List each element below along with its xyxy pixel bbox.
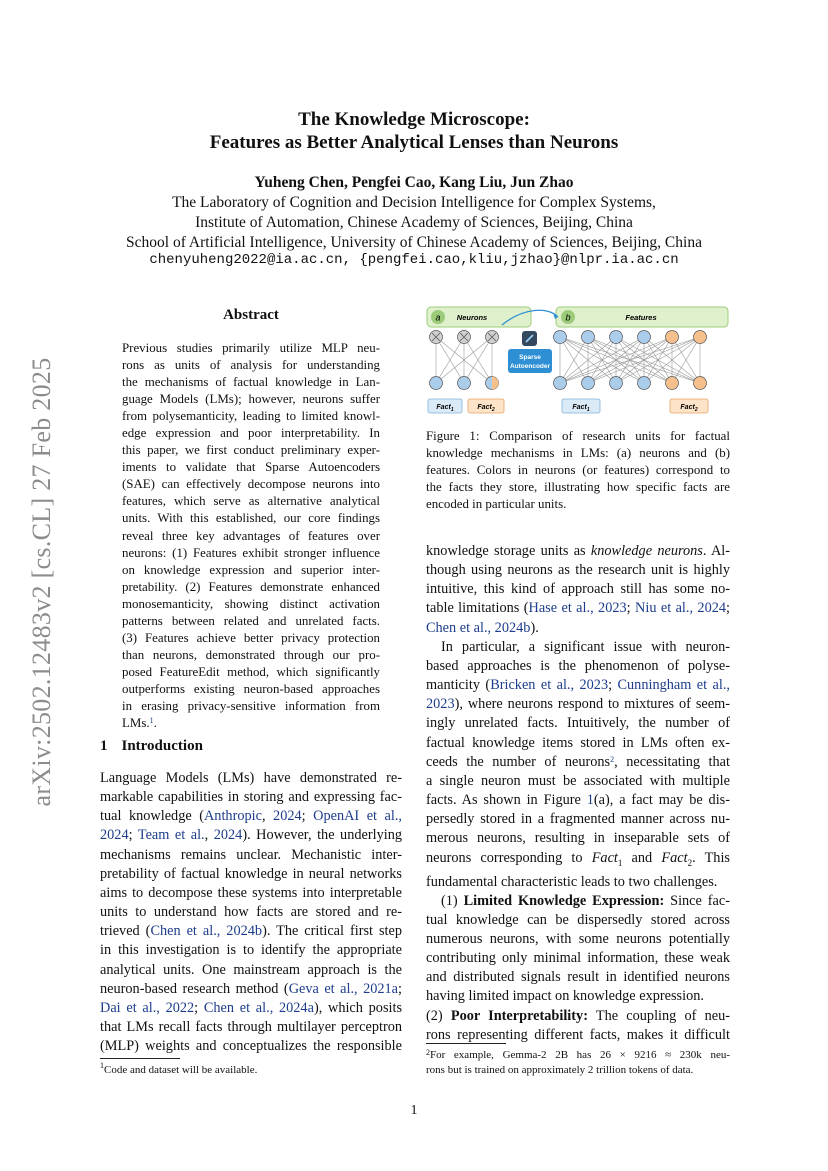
text-line: having limited impact on knowledge expression.: [426, 988, 704, 1005]
feature-node-top: [638, 331, 651, 344]
label-b: b: [565, 312, 571, 323]
abstract-line: pretability. (2) Features demonstrate enhanced: [122, 579, 380, 594]
text-line: [426, 542, 730, 561]
section-number: 1: [100, 738, 108, 754]
feature-node-bottom: [554, 377, 567, 390]
text-line: merous neurons, resulting in inseparable sets of: [426, 830, 730, 847]
text-line: a single neuron must be associated with multiple: [426, 772, 730, 789]
abstract-line: the mechanisms of factual knowledge in Lan-: [122, 375, 380, 390]
text-line: ingly unrelated facts. Intuitively, the number of: [426, 715, 730, 732]
right-column-text: [426, 542, 730, 1045]
abstract-line: posed FeatureEdit method, which significantly: [122, 664, 380, 679]
footnote-text: For example, Gemma-2 2B has 26 × 9216 ≈ 230k neu-: [430, 1049, 730, 1061]
abstract-line: outperforms existing neuron-based approaches: [122, 681, 380, 696]
text-line: pretability of factual knowledge in neural networks: [100, 865, 402, 882]
caption-line: encoded in particular units.: [426, 497, 567, 512]
bold-term: Limited Knowledge Expression:: [463, 892, 665, 909]
title-line-1: The Knowledge Microscope:: [298, 109, 530, 130]
text-span: knowledge storage units as: [426, 543, 591, 559]
text-span: trieved (: [100, 923, 151, 940]
text-line: factual knowledge items stored in LMs often ex-: [426, 734, 730, 751]
text-span: Since fac-: [664, 892, 731, 909]
sae-label-line2: Autoencoder: [509, 363, 551, 370]
caption-line: features. Colors in neurons (or features) correspond to: [426, 463, 730, 478]
citation-link[interactable]: Team et al.: [137, 827, 205, 844]
footnote-text: rons but is trained on approximately 2 trillion tokens of data.: [426, 1064, 694, 1076]
text-span: ).: [530, 619, 539, 636]
page-number: 1: [410, 1103, 418, 1118]
fact-text: Fact: [477, 404, 492, 411]
text-span: , necessitating that: [614, 753, 730, 770]
text-span: The coupling of neu-: [587, 1007, 730, 1024]
text-line: intuitive, this kind of approach still has some no-: [426, 581, 730, 598]
abstract-line: (3) Features achieve better privacy protection: [122, 630, 380, 645]
footnote-mark: 1: [100, 1061, 104, 1070]
author-email: chenyuheng2022@ia.ac.cn, {pengfei.cao,kliu,jzhao}@nlpr.ia.ac.cn: [149, 252, 679, 268]
text-span: ;: [398, 980, 402, 997]
text-span: ;: [608, 677, 618, 694]
abstract-last-text: LMs.: [122, 716, 150, 731]
text-line: mechanisms remains unclear. Mechanistic inter-: [100, 846, 402, 863]
citation-link[interactable]: Chen et al., 2024a: [203, 999, 314, 1016]
text-line: [100, 922, 402, 941]
text-span: and: [622, 849, 662, 866]
text-span: . This: [692, 849, 730, 866]
text-span: neuron-based research method (: [100, 980, 289, 997]
sae-label-line1: Sparse: [519, 354, 541, 361]
abstract-line: in erasing privacy-sensitive information from: [122, 698, 380, 713]
feature-node-bottom: [666, 377, 679, 390]
text-line: [100, 826, 402, 845]
text-line: analytical units. One mainstream approach is the: [100, 961, 402, 978]
text-line: in this investigation is to identify the appropriate: [100, 942, 402, 959]
citation-link[interactable]: 2024: [213, 827, 243, 844]
citation-link[interactable]: Chen et al., 2024b: [426, 619, 531, 636]
neuron-node-top: [458, 331, 471, 344]
abstract-line: features, which serve as alternative analytical: [122, 494, 380, 509]
figure-1: [424, 305, 732, 415]
feature-node-top: [582, 331, 595, 344]
text-line: [100, 980, 402, 999]
citation-link[interactable]: OpenAI et al.,: [313, 808, 403, 825]
text-line: contributing only minimal information, these weak: [426, 950, 730, 967]
text-line: [100, 999, 402, 1018]
text-line: aims to decompose these systems into interpretable: [100, 884, 402, 901]
text-line: [426, 619, 730, 638]
text-span: tual knowledge (: [100, 808, 204, 825]
citation-link[interactable]: Niu et al., 2024: [635, 600, 727, 617]
text-span: neurons corresponding to: [426, 849, 592, 866]
footnote-rule: [426, 1043, 506, 1044]
text-line: based approaches is the phenomenon of polyse-: [426, 657, 730, 674]
title-line-2: Features as Better Analytical Lenses than Neurons: [209, 132, 619, 153]
math-fact: Fact: [661, 849, 688, 866]
text-line: [426, 753, 730, 772]
text-span: ), where neurons respond to mixtures of seem-: [454, 696, 730, 713]
footnote-text: Code and dataset will be available.: [104, 1064, 258, 1076]
caption-line: Figure 1: Comparison of research units for factual: [426, 429, 730, 443]
footnote-mark: 2: [426, 1048, 430, 1057]
abstract-line: (SAE) can effectively decompose neurons into: [122, 477, 380, 492]
abstract-line: Previous studies primarily utilize MLP neu-: [122, 341, 380, 355]
text-line: [426, 599, 730, 618]
footnote-1-ref[interactable]: 1: [149, 716, 154, 726]
citation-link[interactable]: 2024: [100, 827, 129, 844]
citation-link[interactable]: Cunningham et al.,: [617, 677, 730, 694]
text-span: (a), a fact may be dis-: [593, 792, 730, 809]
text-span: ), which posits: [313, 999, 403, 1016]
text-span: ceeds the number of neurons: [426, 753, 611, 770]
text-span: ;: [194, 999, 204, 1016]
text-span: facts. As shown in Figure: [426, 792, 587, 809]
fact-text: Fact: [680, 404, 695, 411]
neuron-node-top: [486, 331, 499, 344]
caption-line: knowledge mechanisms in LMs: (a) neurons and (b): [426, 446, 730, 461]
abstract-line: patterns between related and unrelated facts.: [122, 613, 380, 628]
text-span: (2): [426, 1007, 451, 1024]
text-span: ;: [128, 827, 138, 844]
affiliation-1: The Laboratory of Cognition and Decision Intelligence for Complex Systems,: [172, 194, 656, 211]
abstract-line: from polysemanticity, leading to limited knowl-: [122, 409, 380, 424]
fact-sub: 1: [450, 407, 454, 413]
text-line: fundamental characteristic leads to two challenges.: [426, 873, 718, 890]
figure-1-caption: [426, 428, 730, 513]
text-line: units to understand how facts are stored and re-: [100, 904, 402, 921]
abstract-line: rons as units of analysis for understanding: [122, 358, 380, 373]
citation-link[interactable]: Dai et al., 2022: [100, 999, 195, 1016]
text-span: ). The critical first step: [262, 923, 402, 940]
text-line: [426, 791, 730, 810]
text-span: ). However, the underlying: [242, 827, 402, 844]
text-span: ,: [204, 827, 214, 844]
feature-node-bottom: [582, 377, 595, 390]
feature-node-bottom: [610, 377, 623, 390]
feature-node-top: [694, 331, 707, 344]
abstract-line: iments to validate that Sparse Autoencoders: [122, 460, 380, 475]
text-line: markable capabilities in storing and expressing fac-: [100, 789, 402, 806]
text-span: ;: [301, 808, 314, 825]
abstract-line: units. With this established, our core findings: [122, 511, 380, 526]
text-line: [426, 695, 730, 714]
abstract-line: guage Models (LMs); however, neurons suffer: [122, 392, 380, 407]
abstract-body: [122, 340, 380, 732]
feature-node-top: [554, 331, 567, 344]
paper-title: [0, 108, 828, 154]
text-line: Language Models (LMs) have demonstrated re-: [100, 770, 402, 786]
intro-paragraph: [100, 769, 402, 1056]
text-span: ,: [261, 808, 274, 825]
fact-sub: 2: [694, 407, 698, 413]
label-a: a: [435, 312, 441, 323]
citation-link[interactable]: Chen et al., 2024b: [150, 923, 263, 940]
footnote-line: [426, 1048, 730, 1063]
affiliation-2: Institute of Automation, Chinese Academy of Sciences, Beijing, China: [195, 214, 633, 231]
fact-text: Fact: [572, 404, 587, 411]
text-line: [426, 849, 730, 873]
citation-link[interactable]: Hase et al., 2023: [528, 600, 627, 617]
text-span: ;: [726, 600, 731, 617]
abstract-line: monosemanticity, showing distinct activation: [122, 596, 380, 611]
feature-node-top: [666, 331, 679, 344]
neurons-label: Neurons: [456, 313, 488, 322]
text-line: [100, 807, 402, 826]
text-line: though using neurons as the research unit is highly: [426, 562, 730, 579]
section-title: Introduction: [121, 738, 203, 754]
text-line: and distributed signals result in identified neurons: [426, 969, 730, 986]
abstract-line: reveal three key advantages of features over: [122, 528, 380, 543]
fact-sub: 1: [586, 407, 590, 413]
abstract-line: this paper, we first conduct preliminary exper-: [122, 443, 380, 458]
math-sub: 2: [687, 857, 693, 868]
abstract-line: edge expression and poor interpretability. In: [122, 426, 380, 441]
text-span: ;: [626, 600, 636, 617]
fact-sub: 2: [491, 407, 495, 413]
connection-lines: [436, 337, 700, 383]
figure-ref-link[interactable]: 1: [586, 792, 594, 809]
footnote-2-ref[interactable]: 2: [610, 754, 615, 764]
text-span: . Al-: [702, 543, 731, 559]
neuron-node-bottom: [430, 377, 443, 390]
abstract-heading: Abstract: [223, 307, 279, 323]
footnote-2: [426, 1048, 730, 1078]
text-line: tual knowledge can be dispersedly stored across: [426, 911, 730, 928]
text-line: numerous neurons, with some neurons potentially: [426, 930, 730, 947]
citation-link[interactable]: Bricken et al., 2023: [490, 677, 609, 694]
abstract-last-line: LMs.$^1$.: [122, 716, 157, 731]
feature-node-top: [610, 331, 623, 344]
text-line: rons representing different facts, makes it difficult: [426, 1026, 730, 1043]
section-heading: [100, 738, 203, 755]
emphasis-term: knowledge neurons: [590, 543, 703, 559]
math-sub: 1: [617, 857, 623, 868]
abstract-line: neurons: (1) Features exhibit stronger influence: [122, 545, 380, 560]
bold-term: Poor Interpretability:: [450, 1007, 588, 1024]
abstract-line: on knowledge expression and superior inter-: [122, 562, 380, 577]
text-span: (1): [441, 892, 464, 909]
text-line: In particular, a significant issue with neuron-: [441, 638, 730, 655]
citation-link[interactable]: 2024: [273, 808, 302, 825]
arxiv-identifier: arXiv:2502.12483v2 [cs.CL] 27 Feb 2025: [27, 357, 56, 807]
feature-node-bottom: [694, 377, 707, 390]
fact-text: Fact: [436, 404, 451, 411]
citation-link[interactable]: Geva et al., 2021a: [288, 980, 399, 997]
math-fact: Fact: [591, 849, 618, 866]
footnote-1: [100, 1061, 402, 1076]
feature-node-bottom: [638, 377, 651, 390]
neuron-node-top: [430, 331, 443, 344]
features-label: Features: [625, 313, 657, 322]
citation-link[interactable]: 2023: [426, 696, 455, 713]
footnote-rule: [100, 1058, 180, 1059]
text-span: table limitations (: [426, 600, 529, 617]
text-line: that LMs recall facts through multilayer perceptron: [100, 1019, 402, 1036]
neuron-node-bottom: [486, 377, 499, 390]
text-span: manticity (: [426, 677, 491, 694]
text-line: (MLP) weights and conceptualizes the responsible: [100, 1038, 402, 1055]
text-line: [426, 676, 730, 695]
abstract-line: than neurons, demonstrated through our pro-: [122, 647, 380, 662]
author-list: Yuheng Chen, Pengfei Cao, Kang Liu, Jun Zhao: [254, 174, 574, 191]
text-line: [426, 1007, 730, 1026]
text-line: persedly stored in a fragmented manner across nu-: [426, 811, 730, 828]
citation-link[interactable]: Anthropic: [203, 808, 262, 825]
figure-diagram: [424, 305, 732, 415]
neuron-node-bottom: [458, 377, 471, 390]
text-line: [426, 892, 730, 911]
affiliation-3: School of Artificial Intelligence, University of Chinese Academy of Sciences, Beijing, China: [126, 234, 702, 251]
caption-line: the facts they store, illustrating how specific facts are: [426, 480, 730, 495]
